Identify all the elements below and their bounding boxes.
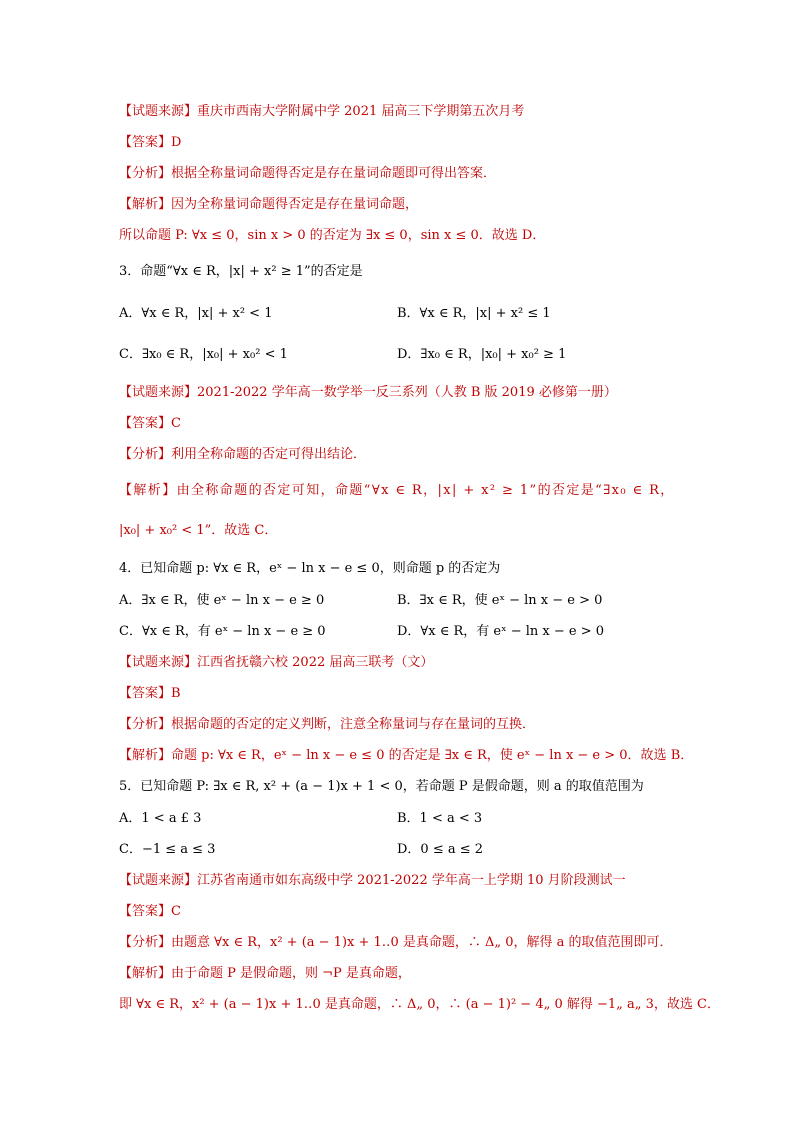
- analysis-tag: 【分析】: [119, 447, 172, 462]
- solution-text: 由全称命题的否定可知，命题“∀x ∈ R，|x| + x² ≥ 1”的否定是“∃x₀ ∈ R，: [176, 483, 675, 498]
- source-text: 2021-2022 学年高一数学举一反三系列（人教 B 版 2019 必修第一册）: [197, 385, 617, 400]
- solution-text: 因为全称量词命题得否定是存在量词命题，: [171, 197, 419, 212]
- q2-analysis-line: [119, 164, 714, 184]
- q4-option-b: B．∃x ∈ R，使 eˣ − ln x − e > 0: [397, 593, 603, 608]
- q4-analysis-line: [119, 715, 714, 735]
- answer-text: D: [171, 135, 182, 150]
- source-text: 江苏省南通市如东高级中学 2021-2022 学年高一上学期 10 月阶段测试一: [197, 873, 626, 888]
- solution-text: 由于命题 P 是假命题，则 ¬P 是真命题，: [171, 966, 411, 981]
- q2-source-line: [119, 102, 714, 122]
- answer-tag: 【答案】: [119, 135, 172, 150]
- source-tag: 【试题来源】: [119, 104, 198, 119]
- solution-tag: 【解析】: [119, 748, 172, 763]
- analysis-text: 由题意 ∀x ∈ R，x² + (a − 1)x + 1‥0 是真命题，∴ Δ„ 0，解得 a 的取值范围即可．: [171, 935, 673, 950]
- solution-tag: 【解析】: [119, 483, 177, 498]
- answer-tag: 【答案】: [119, 686, 172, 701]
- q3-solution-line: [119, 481, 714, 501]
- analysis-tag: 【分析】: [119, 935, 172, 950]
- q3-option-d: D．∃x₀ ∈ R，|x₀| + x₀² ≥ 1: [397, 347, 567, 362]
- q2-answer-line: [119, 133, 714, 153]
- q4-source-line: [119, 653, 714, 673]
- q3-analysis-line: [119, 445, 714, 465]
- q3-stem: 3．命题“∀x ∈ R，|x| + x² ≥ 1”的否定是: [119, 264, 363, 279]
- source-tag: 【试题来源】: [119, 655, 198, 670]
- answer-tag: 【答案】: [119, 416, 172, 431]
- q3-answer-line: [119, 414, 714, 434]
- analysis-text: 根据命题的否定的定义判断，注意全称量词与存在量词的互换．: [171, 717, 536, 732]
- source-tag: 【试题来源】: [119, 385, 198, 400]
- q5-solution-line: [119, 964, 714, 984]
- q3-source-line: [119, 383, 714, 403]
- q4-stem: 4．已知命题 p: ∀x ∈ R，eˣ − ln x − e ≤ 0，则命题 p 的否定为: [119, 561, 501, 576]
- solution-text: 命题 p: ∀x ∈ R，eˣ − ln x − e ≤ 0 的否定是 ∃x ∈ R，使 eˣ − ln x − e > 0．故选 B．: [171, 748, 694, 763]
- analysis-text: 利用全称命题的否定可得出结论．: [171, 447, 367, 462]
- q5-answer-line: [119, 902, 714, 922]
- analysis-tag: 【分析】: [119, 166, 172, 181]
- q5-stem: 5．已知命题 P: ∃x ∈ R, x² + (a − 1)x + 1 < 0，若命题 P 是假命题，则 a 的取值范围为: [119, 779, 644, 794]
- q4-answer-line: [119, 684, 714, 704]
- q3-option-b: B．∀x ∈ R，|x| + x² ≤ 1: [397, 306, 551, 321]
- q5-analysis-line: [119, 933, 714, 953]
- q5-solution-line-2: 即 ∀x ∈ R，x² + (a − 1)x + 1‥0 是真命题，∴ Δ„ 0，∴ (a − 1)² − 4„ 0 解得 −1„ a„ 3，故选 C．: [119, 997, 720, 1012]
- source-text: 江西省抚赣六校 2022 届高三联考（文）: [197, 655, 434, 670]
- answer-text: C: [171, 904, 181, 919]
- q2-solution-line-2: 所以命题 P: ∀x ≤ 0，sin x > 0 的否定为 ∃x ≤ 0，sin x ≤ 0．故选 D．: [119, 228, 546, 243]
- answer-tag: 【答案】: [119, 904, 172, 919]
- q4-option-d: D．∀x ∈ R，有 eˣ − ln x − e > 0: [397, 624, 605, 639]
- analysis-text: 根据全称量词命题得否定是存在量词命题即可得出答案．: [171, 166, 497, 181]
- q4-option-a: A．∃x ∈ R，使 eˣ − ln x − e ≥ 0: [119, 593, 325, 608]
- q3-option-a: A．∀x ∈ R，|x| + x² < 1: [119, 306, 273, 321]
- source-tag: 【试题来源】: [119, 873, 198, 888]
- q5-option-d: D．0 ≤ a ≤ 2: [397, 842, 484, 857]
- q5-option-b: B．1 < a < 3: [397, 811, 483, 826]
- analysis-tag: 【分析】: [119, 717, 172, 732]
- q3-option-c: C．∃x₀ ∈ R，|x₀| + x₀² < 1: [119, 347, 288, 362]
- q3-solution-line-2: |x₀| + x₀² < 1”．故选 C．: [119, 523, 278, 538]
- solution-tag: 【解析】: [119, 197, 172, 212]
- q5-option-a: A．1 < a £ 3: [119, 811, 202, 826]
- source-text: 重庆市西南大学附属中学 2021 届高三下学期第五次月考: [197, 104, 525, 119]
- q4-solution-line: [119, 746, 714, 766]
- answer-text: C: [171, 416, 181, 431]
- q4-option-c: C．∀x ∈ R，有 eˣ − ln x − e ≥ 0: [119, 624, 326, 639]
- q2-solution-line: [119, 195, 714, 215]
- q5-source-line: [119, 871, 714, 891]
- solution-tag: 【解析】: [119, 966, 172, 981]
- q5-option-c: C．−1 ≤ a ≤ 3: [119, 842, 216, 857]
- answer-text: B: [171, 686, 181, 701]
